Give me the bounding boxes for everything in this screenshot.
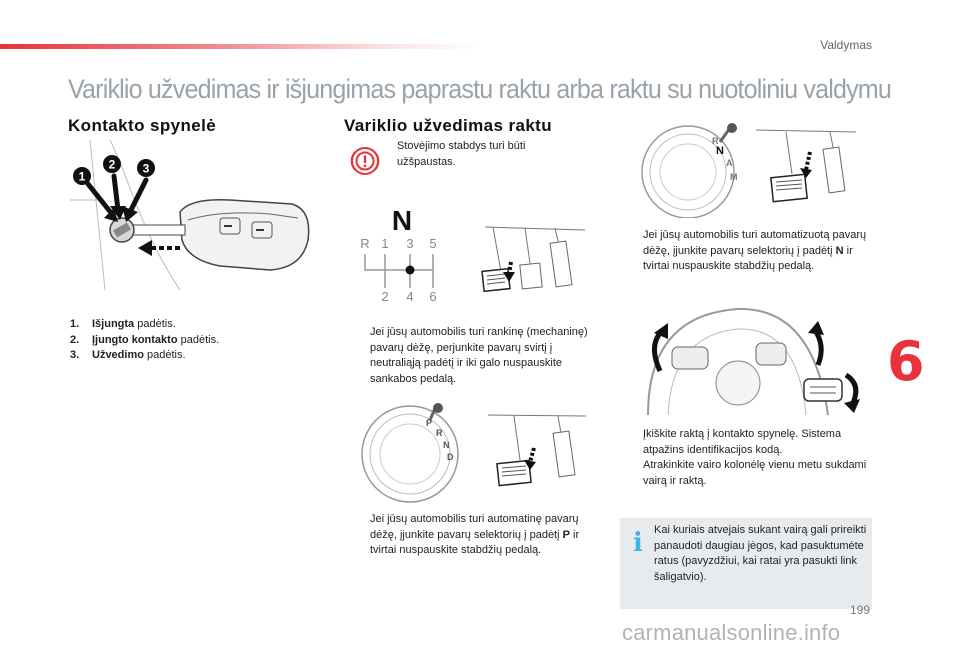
insert-key-instruction: Įkiškite raktą į kontakto spynelę. Sistema atpažins identifikacijos kodą.: [643, 428, 842, 456]
callout-2: 2: [108, 157, 116, 172]
manual-gearbox-instruction: Jei jūsų automobilis turi rankinę (mechaninę) pavarų dėžę, perjunkite pavarų svirtį į neutraliąją padėtį ir iki galo nuspauskite sankabos pedalą.: [370, 326, 588, 385]
selector-letter-r: R: [712, 136, 719, 146]
selector-letter-a: A: [726, 158, 733, 168]
automatic-gearbox-instruction: Jei jūsų automobilis turi automatinę pavarų dėžę, įjunkite pavarų selektorių į padėtį P ir tvirtai nuspauskite stabdžių pedalą.: [370, 513, 580, 556]
selector-letter-d: D: [447, 452, 454, 462]
automatized-gearbox-instruction: Jei jūsų automobilis turi automatizuotą pavarų dėžę, įjunkite pavarų selektorių į padėtį N ir tvirtai nuspauskite stabdžių pedalą.: [643, 229, 867, 272]
section-name: Valdymas: [820, 38, 872, 52]
automatic-selector-illustration: [360, 402, 465, 504]
gear-label-r: R: [360, 236, 370, 251]
gear-label-5: 5: [429, 236, 437, 251]
warning-icon: [350, 146, 380, 176]
header-accent-bar: [0, 44, 480, 49]
gear-label-4: 4: [406, 289, 414, 304]
selector-letter-p: P: [426, 418, 433, 428]
automatic-pedals-illustration: [478, 410, 588, 498]
heading-ignition-switch: Kontakto spynelė: [68, 116, 217, 135]
parking-brake-warning: Stovėjimo stabdys turi būti užšpaustas.: [397, 140, 526, 168]
automatized-pedals-illustration: [756, 126, 861, 216]
info-text: Kai kuriais atvejais sukant vairą gali prireikti panaudoti daugiau jėgos, kad pasuktumėte ratus (pavyzdžiui, kai ratai yra pasukti link šaligatvio).: [654, 524, 867, 583]
page-number: 199: [849, 603, 870, 617]
steering-wheel-illustration: [638, 305, 873, 415]
manual-gear-pattern: [355, 202, 445, 307]
list-item: 2. Įjungto kontakto padėtis.: [70, 333, 220, 346]
callout-3: 3: [142, 161, 150, 176]
gear-label-6: 6: [429, 289, 437, 304]
chapter-number: 6: [887, 330, 925, 393]
info-icon: i: [633, 528, 643, 558]
list-item: 3. Užvedimo padėtis.: [70, 349, 186, 361]
gear-label-2: 2: [381, 289, 389, 304]
selector-letter-r: R: [436, 428, 443, 438]
list-item: 1. Išjungta padėtis.: [70, 318, 176, 330]
manual-pedals-illustration: [475, 222, 585, 314]
heading-engine-start-key: Variklio užvedimas raktu: [344, 116, 553, 135]
selector-letter-n: N: [443, 440, 450, 450]
selector-letter-m: M: [730, 172, 738, 182]
automatized-selector-illustration: [636, 118, 761, 218]
page-title: Variklio užvedimas ir išjungimas paprastu raktu arba raktu su nuotoliniu valdymu: [68, 74, 892, 104]
ignition-positions-list: [70, 317, 270, 364]
info-box: [620, 518, 872, 609]
gear-neutral-label: N: [391, 205, 413, 236]
unlock-column-instruction: Atrakinkite vairo kolonėlę vienu metu sukdami vairą ir raktą.: [643, 459, 867, 487]
ignition-key-illustration: [70, 140, 320, 290]
selector-letter-n: N: [716, 145, 724, 157]
gear-label-1: 1: [381, 236, 389, 251]
watermark: carmanualsonline.info: [622, 620, 841, 645]
callout-1: 1: [78, 169, 86, 184]
gear-label-3: 3: [406, 236, 414, 251]
